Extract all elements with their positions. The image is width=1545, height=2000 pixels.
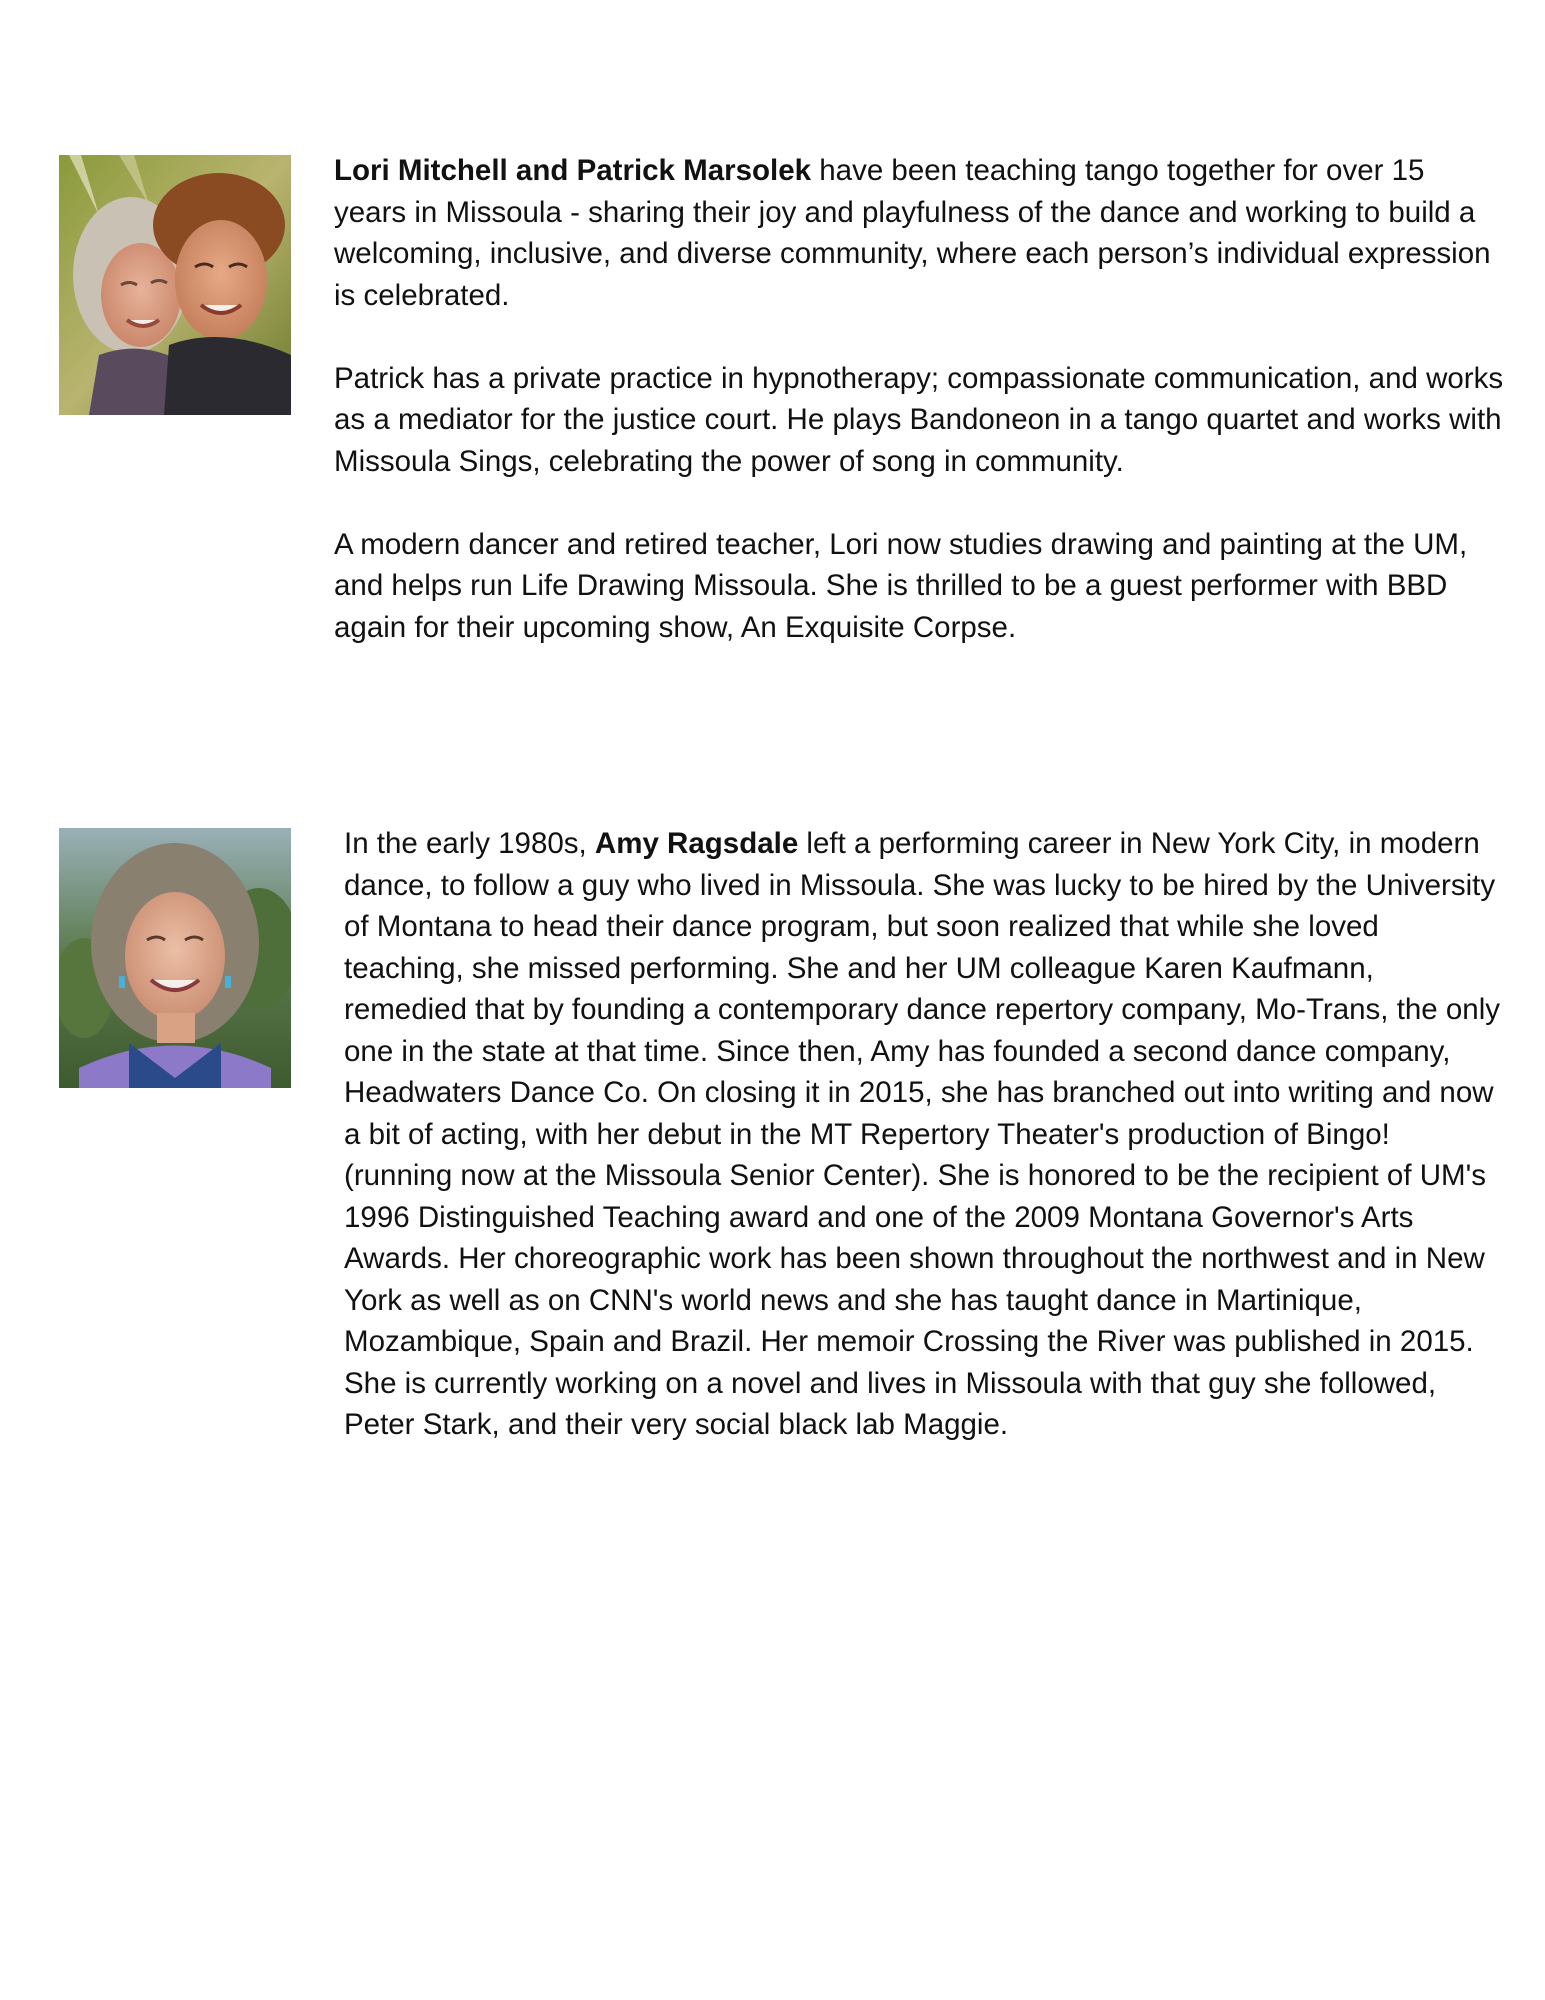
bio-amy-ragsdale — [344, 823, 1504, 1446]
bio-text-lead: In the early 1980s, — [344, 827, 595, 860]
bio-lori-patrick — [334, 150, 1504, 648]
bio-name: Lori Mitchell and Patrick Marsolek — [334, 154, 812, 187]
bio-name: Amy Ragsdale — [594, 827, 799, 860]
amy-portrait-image — [59, 828, 291, 1088]
bio-paragraph — [334, 150, 1504, 316]
couple-portrait-photo — [59, 155, 291, 415]
bio-paragraph — [344, 823, 1504, 1446]
bio-text: left a performing career in New York City, in modern dance, to follow a guy who lived in Missoula. She was lucky to be hired by the University of Montana to head their dance program, but soon realized that while she loved teaching, she missed performing. She and her UM colleague Karen Kaufmann, remedied that by founding a contemporary dance repertory company, Mo-Trans, the only one in the state at that time. Since then, Amy has founded a second dance company, Headwaters Dance Co. On closing it in 2015, she has branched out into writing and now a bit of acting, with her debut in the MT Repertory Theater's production of Bingo! (running now at the Missoula Senior Center). She is honored to be the recipient of UM's 1996 Distinguished Teaching award and one of the 2009 Montana Governor's Arts Awards. Her choreographic work has been shown throughout the northwest and in New York as well as on CNN's world news and she has taught dance in Martinique, Mozambique, Spain and Brazil. Her memoir Crossing the River was published in 2015. She is currently working on a novel and lives in Missoula with that guy she followed, Peter Stark, and their very social black lab Maggie. — [344, 827, 1501, 1441]
bio-paragraph: Patrick has a private practice in hypnotherapy; compassionate communication, and works as a mediator for the justice court. He plays Bandoneon in a tango quartet and works with Missoula Sings, celebrating the power of song in community. — [334, 361, 1504, 478]
amy-portrait-photo — [59, 828, 291, 1088]
bio-paragraph: A modern dancer and retired teacher, Lori now studies drawing and painting at the UM, and helps run Life Drawing Missoula. She is thrilled to be a guest performer with BBD again for their upcoming show, An Exquisite Corpse. — [334, 527, 1468, 644]
bio-text: have been teaching tango together for over 15 years in Missoula - sharing their joy and playfulness of the dance and working to build a welcoming, inclusive, and diverse community, where each person’s individual expression is celebrated. — [334, 154, 1491, 312]
couple-portrait-image — [59, 155, 291, 415]
